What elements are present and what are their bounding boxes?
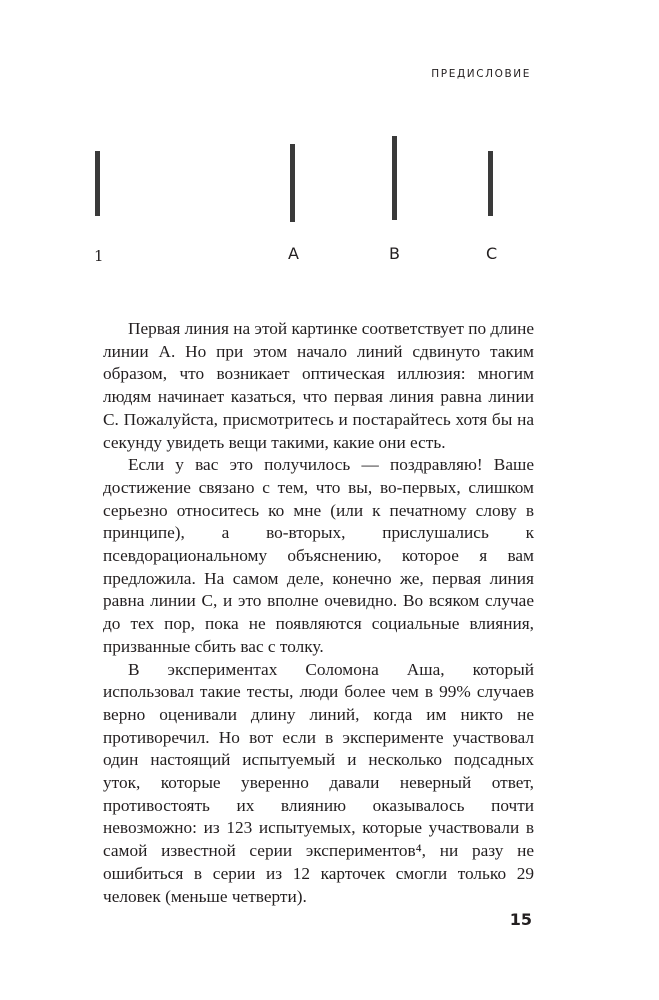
page-number: 15	[509, 910, 532, 929]
line-b-label: B	[389, 244, 400, 263]
line-c-label: C	[486, 244, 498, 263]
running-head: ПРЕДИСЛОВИЕ	[431, 68, 531, 80]
line-comparison-figure	[0, 130, 659, 280]
paragraph-3: В экспериментах Соломона Аша, который использовал такие тесты, люди более чем в 99% случаев верно оценивали длину линий, когда им никто не противоречил. Но вот если в эксперименте участвовал один настоящий испытуемый и несколько подсадных уток, которые уверенно давали неверный ответ, противостоять их влиянию оказывалось почти невозможно: из 123 испытуемых, которые участвовали в самой известной серии экспериментов⁴, ни разу не ошибиться в серии из 12 карточек смогли только 29 человек (меньше четверти).	[103, 659, 534, 906]
paragraph-2: Если у вас это получилось — поздравляю! Ваше достижение связано с тем, что вы, во-первых, слишком серьезно относитесь ко мне (или к печатному слову в принципе), а во-вторых, прислушались к псевдорациональному объяснению, которое я вам предложила. На самом деле, конечно же, первая линия равна линии С, и это вполне очевидно. Во всяком случае до тех пор, пока не появляются социальные влияния, призванные сбить вас с толку.	[103, 455, 534, 656]
line-a-label: A	[288, 244, 299, 263]
body-text	[103, 318, 534, 908]
line-b	[392, 136, 397, 220]
paragraph-1: Первая линия на этой картинке соответствует по длине линии А. Но при этом начало линий сдвинуто таким образом, что возникает оптическая иллюзия: многим людям начинает казаться, что первая линия равна линии С. Пожалуйста, присмотритесь и постарайтесь хотя бы на секунду увидеть вещи такими, какие они есть.	[103, 319, 535, 452]
line-a	[290, 144, 295, 222]
reference-line	[95, 151, 100, 216]
line-c	[488, 151, 493, 216]
reference-line-label: 1	[94, 247, 104, 265]
